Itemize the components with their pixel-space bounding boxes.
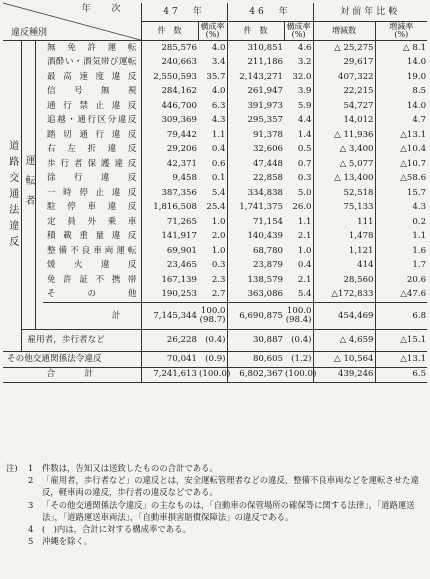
subtotal-row [3,303,427,330]
cell-c47: 70,041 [141,352,198,368]
cell-d: 28,560 [313,273,375,288]
table-row [3,41,427,56]
cell-d: △ 4,659 [313,330,375,352]
table-row [3,288,427,303]
table-row [3,114,427,129]
violation-label: 一時停止違反 [47,187,137,198]
year47-header: 47 年 [141,3,227,22]
table-row [3,128,427,143]
cell-d: 75,133 [313,201,375,216]
cell-dr: 14.0 [375,56,427,71]
employer-row [3,330,427,352]
table-row [3,201,427,216]
cell-d: △172,833 [313,288,375,303]
cell-r47: 0.1 [211,173,226,184]
cell-r47: (100.0) [198,367,227,383]
violation-label: その他 [47,289,137,300]
cell-c46: 47,448 [227,157,284,172]
note-mark: 注) [6,463,18,473]
cell-r47: 2.3 [211,274,226,285]
violation-label: 徐行違反 [47,173,137,184]
violation-label: 信号無視 [47,86,137,97]
violation-label: 最高速度違反 [47,71,137,82]
note-mark [6,474,28,498]
note-text: 沖縄を除く。 [42,536,93,547]
note-number: 3 [28,499,34,510]
cell-r46: (0.4) [284,330,313,352]
cell-r46: 26.0 [292,202,312,213]
year46-header: 46 年 [227,3,313,22]
cell-c47: 309,369 [141,114,198,129]
compare-header: 対前年比較 [313,3,427,22]
cell-c47: 69,901 [141,244,198,259]
cell-r47: 2.0 [211,231,226,242]
cell-d: 454,469 [313,303,375,330]
table-row [3,259,427,274]
violation-label: 追越・通行区分違反 [47,115,137,126]
cell-d: △ 11,936 [313,128,375,143]
other-law-row-label: その他交通関係法令違反 [3,352,141,368]
total-row-label: 合 計 [3,367,141,383]
cell-d: △ 5,077 [313,157,375,172]
cell-c46: 71,154 [227,215,284,230]
cell-c47: 29,206 [141,143,198,158]
cell-c46: 211,186 [227,56,284,71]
cell-d: 54,727 [313,99,375,114]
cell-d: 414 [313,259,375,274]
cell-d: △ 13,400 [313,172,375,187]
cell-r46: 1.1 [297,216,312,227]
cell-r47: 100.0 (98.7) [198,303,227,330]
cell-dr: 0.2 [375,215,427,230]
cell-r47: (0.4) [198,330,227,352]
table-row [3,70,427,85]
note-text: 「その他交通関係法令違反」の主なものは，「自動車の保管場所の確保等に関する法律」，「道路運送法」，「道路運送車両法」，「自動車損害賠償保障法」の違反である。 [42,499,415,522]
note-item [6,499,426,523]
table-row [3,143,427,158]
violation-label: 免許証不携帯 [47,274,137,285]
cell-dr: 8.5 [375,85,427,100]
cell-c46: 391,973 [227,99,284,114]
note-item [6,474,426,498]
cell-c46: 261,947 [227,85,284,100]
cell-c46: 1,741,375 [227,201,284,216]
cell-c47: 9,458 [141,172,198,187]
cell-c47: 284,162 [141,85,198,100]
cell-dr: △10.4 [375,143,427,158]
note-item [6,523,426,535]
cell-r47: 4.3 [211,115,226,126]
cell-r46: (100.0) [284,367,313,383]
cell-c47: 285,576 [141,41,198,56]
cell-r46: 4.4 [297,115,312,126]
change-rate-header: 増減率 (%) [375,22,427,41]
cell-r46: 0.4 [297,260,312,271]
table-row [3,56,427,71]
violation-label: 無免許運転 [47,42,137,53]
cell-r46: 3.9 [297,86,312,97]
cell-r47: 35.7 [206,71,226,82]
note-number: 4 [28,523,34,534]
table-row [3,273,427,288]
cell-d: △ 10,564 [313,352,375,368]
table-row [3,157,427,172]
violation-label: 通行禁止違反 [47,100,137,111]
cell-c47: 240,663 [141,56,198,71]
cell-c46: 32,606 [227,143,284,158]
cell-dr: 4.7 [375,114,427,129]
cell-c46: 2,143,271 [227,70,284,85]
cell-c47: 2,550,593 [141,70,198,85]
violation-label: 駐停車違反 [47,202,137,213]
cell-c46: 23,879 [227,259,284,274]
violation-label: 整備不良車両運転 [47,245,137,256]
cell-r46: 0.5 [297,144,312,155]
cell-c46: 140,439 [227,230,284,245]
cell-d: 407,322 [313,70,375,85]
cell-r46: 1.4 [297,129,312,140]
cell-r46: 0.3 [297,173,312,184]
other-law-row [3,352,427,368]
cell-r46: 3.2 [297,57,312,68]
type-header-label: 違反種別 [11,28,48,38]
cell-r47: 6.3 [211,100,226,111]
year-header-label: 年 次 [81,4,127,14]
cell-dr: △58.6 [375,172,427,187]
note-mark [6,499,28,523]
table-row [3,99,427,114]
cell-r46: 2.1 [297,231,312,242]
cell-dr: 14.0 [375,99,427,114]
cell-c46: 30,887 [227,330,284,352]
cell-r47: (0.9) [198,352,227,368]
cell-dr: △ 8.1 [375,41,427,56]
note-item [6,535,426,547]
cell-r46: 4.6 [297,42,312,53]
cell-c47: 141,917 [141,230,198,245]
note-item [6,462,426,474]
cell-dr: 6.5 [375,367,427,383]
cell-d: 439,246 [313,367,375,383]
cell-d: 1,478 [313,230,375,245]
road-traffic-law-label: 道路交通法違反 [6,140,18,252]
cell-r46: (1.2) [284,352,313,368]
cell-r47: 25.4 [206,202,226,213]
cell-c47: 190,253 [141,288,198,303]
bracket-cell [35,41,43,330]
cell-dr: △47.6 [375,288,427,303]
cell-r46: 100.0 (98.4) [284,303,313,330]
traffic-violation-table [3,3,427,383]
cell-dr: 1.6 [375,244,427,259]
table-row [3,85,427,100]
cell-d: 111 [313,215,375,230]
cell-r47: 0.6 [211,158,226,169]
cell-c46: 80,605 [227,352,284,368]
table-row [3,230,427,245]
cell-r47: 0.3 [211,260,226,271]
employer-row-label: 雇用者，歩行者など [21,330,141,352]
cell-r46: 5.0 [297,187,312,198]
cell-dr: 1.7 [375,259,427,274]
cell-c46: 6,802,367 [227,367,284,383]
cell-d: △ 25,275 [313,41,375,56]
cell-r46: 0.7 [297,158,312,169]
cell-r47: 2.7 [211,289,226,300]
cell-dr: 1.1 [375,230,427,245]
cell-dr: △15.1 [375,330,427,352]
cell-r46: 2.1 [297,274,312,285]
note-mark [6,523,28,535]
cell-d: 29,617 [313,56,375,71]
total-row [3,367,427,383]
cell-r47: 1.0 [211,245,226,256]
table-row [3,215,427,230]
table-row [3,172,427,187]
cell-c46: 6,690,875 [227,303,284,330]
cell-r47: 1.0 [211,216,226,227]
cell-d: 52,518 [313,186,375,201]
cell-c46: 91,378 [227,128,284,143]
violation-label: 右左折違反 [47,144,137,155]
cell-r47: 0.4 [211,144,226,155]
cell-c47: 23,465 [141,259,198,274]
cell-d: 1,121 [313,244,375,259]
driver-label: 運転者 [21,41,35,330]
cell-c47: 42,371 [141,157,198,172]
cell-dr: 20.6 [375,273,427,288]
cell-c46: 310,851 [227,41,284,56]
note-text: ( )内は，合計に対する構成率である。 [42,523,191,534]
cell-dr: 19.0 [375,70,427,85]
subtotal-label: 計 [43,303,141,330]
ratio46-header: 構成率 (%) [284,22,313,41]
cell-r47: 5.4 [211,187,226,198]
cell-c47: 387,356 [141,186,198,201]
violation-label: 歩行者保護違反 [47,158,137,169]
note-text: 「雇用者，歩行者など」の違反とは，安全運転管理者などの違反，整備不良車両などを運転させた違反，軽車両の違反，歩行者の違反などである。 [42,475,419,498]
cell-d: △ 3,400 [313,143,375,158]
count47-header: 件 数 [141,22,198,41]
note-mark [6,535,28,547]
note-text: 件数は，告知又は送致したものの合計である。 [42,463,218,473]
cell-r47: 4.0 [211,86,226,97]
violation-label: 酒酔い・酒気帯び運転 [47,57,137,68]
cell-r47: 3.4 [211,57,226,68]
table-row [3,186,427,201]
cell-c47: 446,700 [141,99,198,114]
cell-d: 22,215 [313,85,375,100]
table-row [3,244,427,259]
cell-c46: 68,780 [227,244,284,259]
note-number: 1 [28,463,34,473]
cell-c46: 363,086 [227,288,284,303]
cell-c47: 167,139 [141,273,198,288]
cell-dr: 6.8 [375,303,427,330]
cell-dr: △13.1 [375,352,427,368]
cell-r46: 32.0 [292,71,312,82]
change-header: 増減数 [313,22,375,41]
cell-c47: 26,228 [141,330,198,352]
count46-header: 件 数 [227,22,284,41]
cell-c46: 138,579 [227,273,284,288]
violation-label: 積載重量違反 [47,231,137,242]
cell-dr: 4.3 [375,201,427,216]
violation-label: 踏切通行違反 [47,129,137,140]
cell-dr: △13.1 [375,128,427,143]
note-number: 2 [28,475,34,486]
ratio47-header: 構成率 (%) [198,22,227,41]
cell-c46: 295,357 [227,114,284,129]
note-number: 5 [28,536,34,547]
cell-c47: 1,816,508 [141,201,198,216]
cell-dr: △10.7 [375,157,427,172]
cell-r46: 5.4 [297,289,312,300]
header-corner-cell [3,3,141,41]
violation-label: 煖火違反 [47,260,137,271]
cell-c46: 22,858 [227,172,284,187]
cell-d: 14,012 [313,114,375,129]
cell-c47: 71,265 [141,215,198,230]
violation-label: 定員外乗車 [47,216,137,227]
cell-c47: 7,145,344 [141,303,198,330]
cell-r46: 5.9 [297,100,312,111]
cell-c46: 334,838 [227,186,284,201]
notes [6,462,426,547]
cell-r46: 1.0 [297,245,312,256]
cell-r47: 1.1 [211,129,226,140]
cell-c47: 79,442 [141,128,198,143]
cell-r47: 4.0 [211,42,226,53]
cell-c47: 7,241,613 [141,367,198,383]
cell-dr: 15.7 [375,186,427,201]
